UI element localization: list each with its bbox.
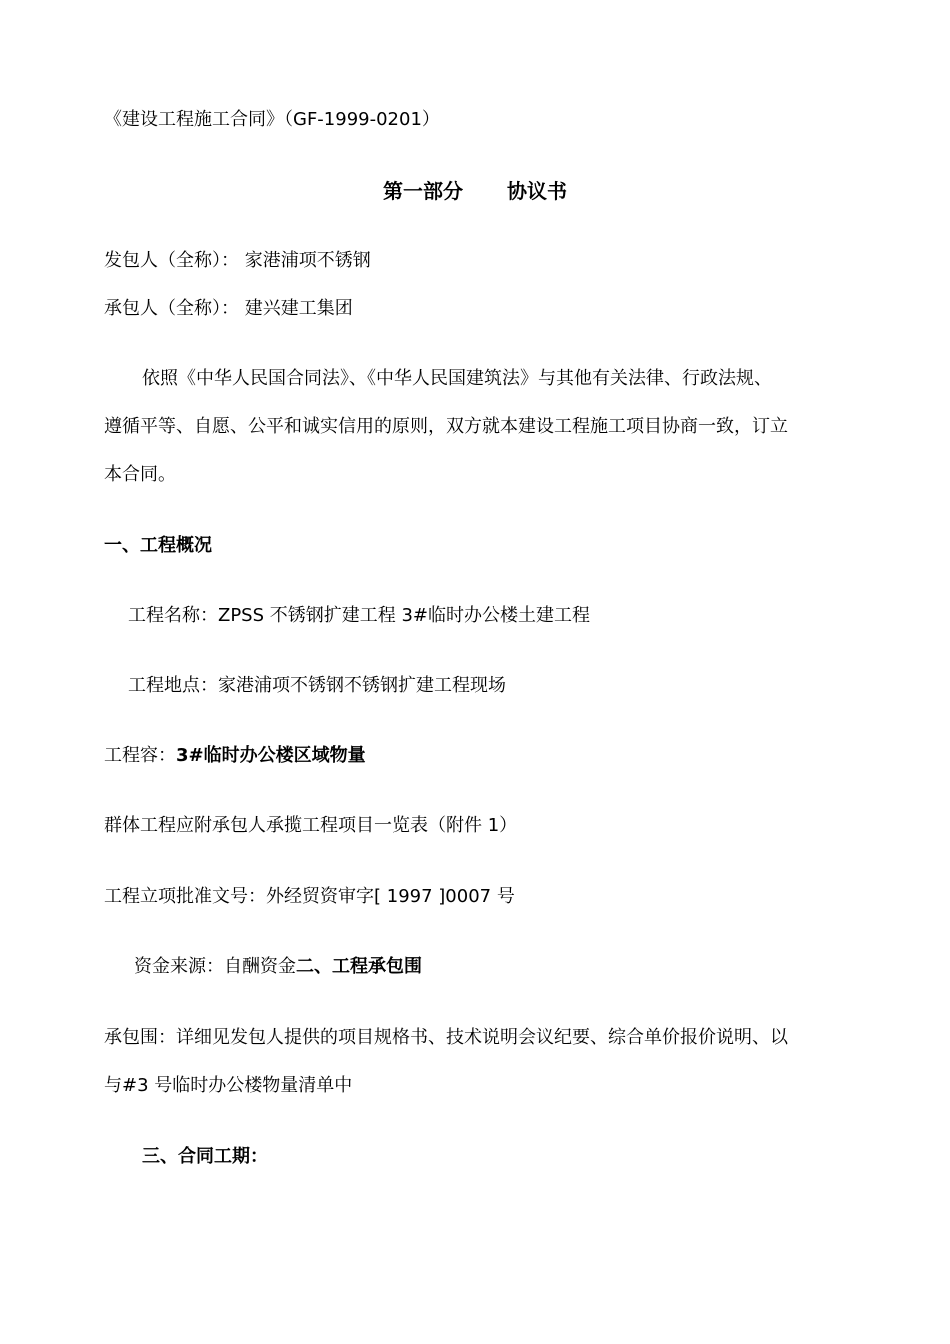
employer-line: 发包人（全称）： 家港浦项不锈钢 [104, 250, 371, 271]
project-location: 工程地点：家港浦项不锈钢不锈钢扩建工程现场 [128, 675, 506, 696]
funding-source: 资金来源：自酬资金 [134, 956, 296, 977]
preamble-line-3: 本合同。 [104, 464, 176, 485]
scope-detail-line-2: 与#3 号临时办公楼物量清单中 [104, 1075, 353, 1096]
project-scope [104, 744, 366, 768]
scope-label: 工程容： [104, 745, 176, 766]
title-name: 协议书 [507, 179, 567, 203]
section-heading-duration: 三、合同工期： [142, 1146, 268, 1167]
preamble-line-2: 遵循平等、自愿、公平和诚实信用的原则，双方就本建设工程施工项目协商一致，订立 [104, 416, 788, 437]
contract-reference: 《建设工程施工合同》（GF-1999-0201） [104, 109, 440, 130]
preamble-line-1: 依照《中华人民国合同法》、《中华人民国建筑法》与其他有关法律、行政法规、 [142, 368, 772, 389]
scope-value: 3#临时办公楼区域物量 [176, 745, 366, 766]
page-title [0, 178, 950, 204]
approval-number: 工程立项批准文号：外经贸资审字[ 1997 ]0007 号 [104, 886, 515, 907]
funding-line [134, 955, 422, 979]
section-heading-overview: 一、工程概况 [104, 535, 212, 556]
contractor-line: 承包人（全称）： 建兴建工集团 [104, 298, 353, 319]
group-project-note: 群体工程应附承包人承揽工程项目一览表（附件 1） [104, 815, 518, 836]
scope-detail-line-1: 承包围：详细见发包人提供的项目规格书、技术说明会议纪要、综合单价报价说明、以 [104, 1027, 788, 1048]
project-name: 工程名称：ZPSS 不锈钢扩建工程 3#临时办公楼土建工程 [128, 605, 591, 626]
title-part: 第一部分 [383, 179, 463, 203]
section-heading-scope: 二、工程承包围 [296, 956, 422, 977]
